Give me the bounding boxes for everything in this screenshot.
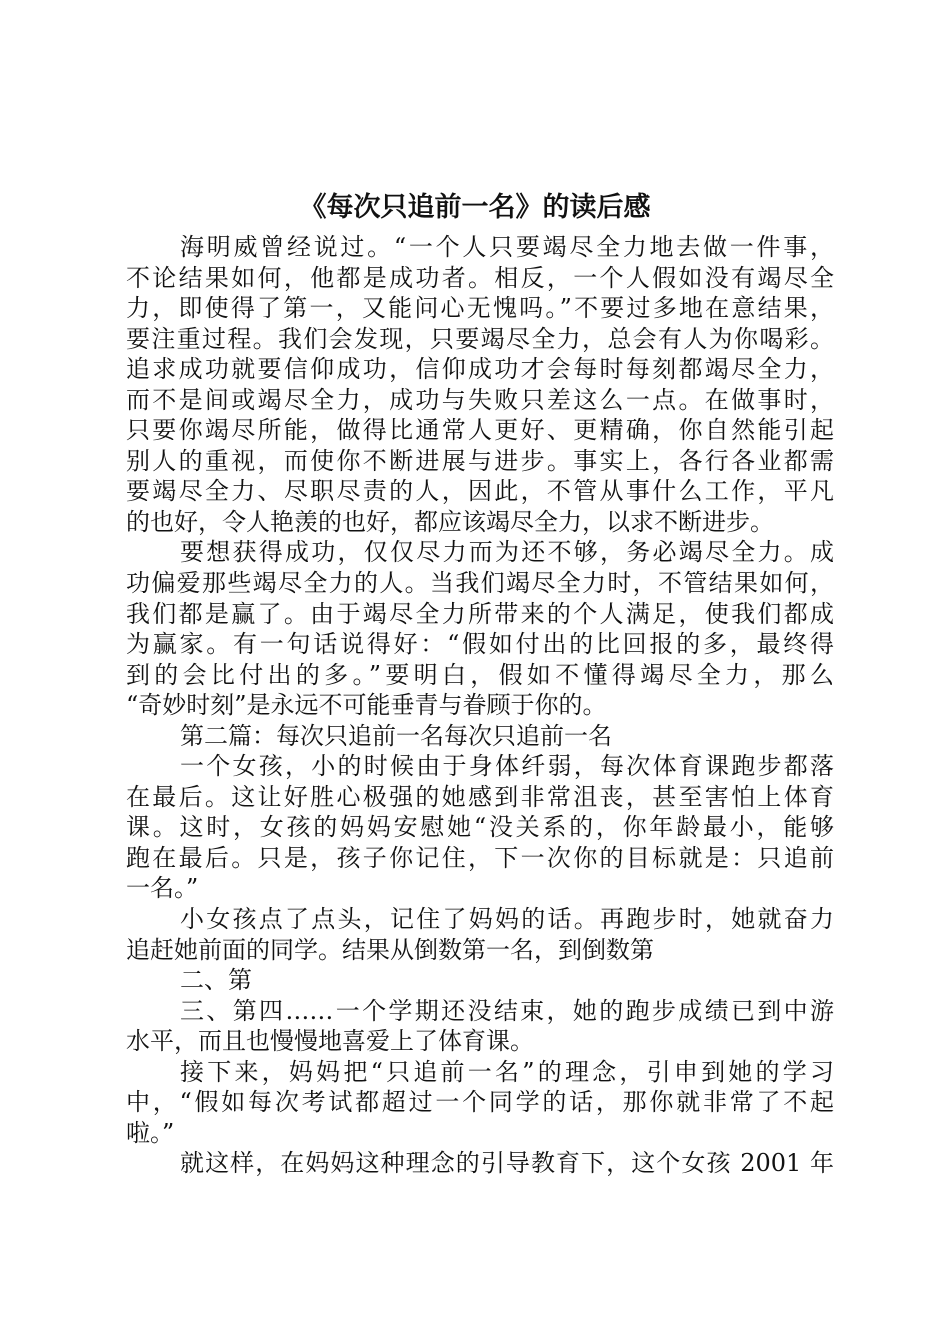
text-line: 跑在最后。只是，孩子你记住，下一次你的目标就是：只追前 <box>126 843 834 872</box>
document-title: 《每次只追前一名》的读后感 <box>299 192 651 223</box>
text-line: 一个女孩，小的时候由于身体纤弱，每次体育课跑步都落 <box>180 752 834 781</box>
text-line: 第二篇：每次只追前一名每次只追前一名 <box>180 721 612 750</box>
text-line: 一名。” <box>126 874 199 903</box>
text-line: 只要你竭尽所能，做得比通常人更好、更精确，你自然能引起 <box>126 416 834 445</box>
text-line: 中，“假如每次考试都超过一个同学的话，那你就非常了不起 <box>126 1088 834 1117</box>
text-line: 接下来，妈妈把“只追前一名”的理念，引申到她的学习 <box>180 1057 834 1086</box>
text-line: 别人的重视，而使你不断进展与进步。事实上，各行各业都需 <box>126 446 834 475</box>
text-line: 海明威曾经说过。“一个人只要竭尽全力地去做一件事， <box>180 233 834 261</box>
text-line: 要想获得成功，仅仅尽力而为还不够，务必竭尽全力。成 <box>180 538 834 567</box>
text-line: 为赢家。有一句话说得好：“假如付出的比回报的多，最终得 <box>126 630 834 659</box>
text-line: 要竭尽全力、尽职尽责的人，因此，不管从事什么工作，平凡 <box>126 477 834 506</box>
text-line: 二、第 <box>180 966 252 995</box>
text-line: 到的会比付出的多。”要明白，假如不懂得竭尽全力，那么 <box>126 660 834 689</box>
text-line: 的也好，令人艳羡的也好，都应该竭尽全力，以求不断进步。 <box>126 507 774 536</box>
text-line: 就这样，在妈妈这种理念的引导教育下，这个女孩 2001 年 <box>180 1149 834 1178</box>
text-line: 要注重过程。我们会发现，只要竭尽全力，总会有人为你喝彩。 <box>126 324 834 353</box>
text-line: 啦。” <box>126 1118 175 1147</box>
text-line: 力，即使得了第一，又能问心无愧吗。”不要过多地在意结果， <box>126 294 834 323</box>
text-line: 在最后。这让好胜心极强的她感到非常沮丧，甚至害怕上体育 <box>126 782 834 811</box>
text-line: 三、第四……一个学期还没结束，她的跑步成绩已到中游 <box>180 996 834 1025</box>
text-line: 水平，而且也慢慢地喜爱上了体育课。 <box>126 1027 534 1056</box>
text-line: 我们都是赢了。由于竭尽全力所带来的个人满足，使我们都成 <box>126 599 834 628</box>
text-line: 不论结果如何，他都是成功者。相反，一个人假如没有竭尽全 <box>126 263 834 292</box>
document-body <box>126 232 834 1179</box>
text-line: 课。这时，女孩的妈妈安慰她“没关系的，你年龄最小，能够 <box>126 813 834 842</box>
text-line: 追赶她前面的同学。结果从倒数第一名，到倒数第 <box>126 935 654 964</box>
text-line: “奇妙时刻”是永远不可能垂青与眷顾于你的。 <box>126 691 607 720</box>
text-line: 而不是间或竭尽全力，成功与失败只差这么一点。在做事时， <box>126 385 834 414</box>
text-line: 功偏爱那些竭尽全力的人。当我们竭尽全力时，不管结果如何， <box>126 569 834 598</box>
text-line: 小女孩点了点头，记住了妈妈的话。再跑步时，她就奋力 <box>180 905 834 934</box>
text-line: 追求成功就要信仰成功，信仰成功才会每时每刻都竭尽全力， <box>126 355 834 384</box>
